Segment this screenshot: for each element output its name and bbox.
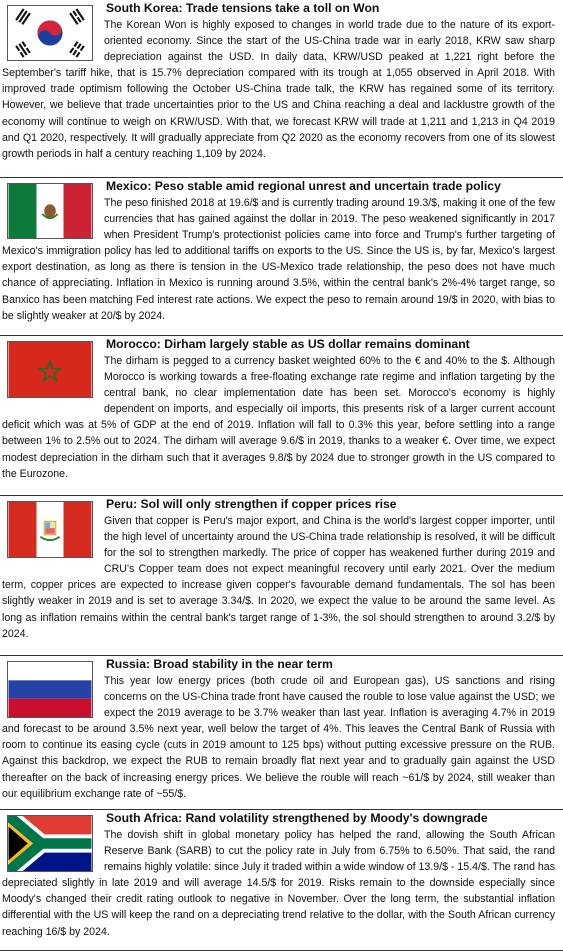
section-title: Mexico: Peso stable amid regional unrest and uncertain trade policy	[106, 179, 501, 193]
section-peru	[0, 496, 563, 656]
section-body: The dirham is pegged to a currency basket weighted 60% to the € and 40% to the $. Although Morocco is working towards a free-floating exchange rate regime and inflation targeting by the central bank, no clear implementation date has been set. Morocco's economy is highly dependent on imports, and especially oil imports, this presents risk of a larger current account deficit which was at 5% of GDP at the end of 2019. Inflation will fall to 0.3% this year, before settling into a range between 1% to 2.5% out to 2024. The dirham will average 9.6/$ in 2019, thanks to a weaker €. Over time, we expect modest depreciation in the dirham such that it averages 9.8/$ by 2024 due to stronger growth in the US compared to the Eurozone.	[2, 355, 555, 480]
section-mexico	[0, 178, 563, 336]
section-south-korea	[0, 0, 563, 178]
section-title: South Korea: Trade tensions take a toll on Won	[106, 1, 380, 15]
section-body: The dovish shift in global monetary policy has helped the rand, allowing the South African Reserve Bank (SARB) to cut the policy rate in July from 6.75% to 6.50%. That said, the rand remains highly volatile: since July it traded within a wide window of 13.9/$ - 15.4/$. The rand has depreciated slightly in late 2019 and will average 14.5/$ for 2019. Risks remain to the downside especially since Moody's changed their credit rating outlook to negative in November. Over the long term, the substantial inflation differential with the US will keep the rand on a depreciating trend relative to the dollar, with the South African currency reaching 16/$ by 2024.	[2, 829, 555, 938]
section-morocco	[0, 336, 563, 496]
section-russia	[0, 656, 563, 810]
section-title: Peru: Sol will only strengthen if copper prices rise	[106, 497, 397, 511]
section-title: Russia: Broad stability in the near term	[106, 657, 333, 671]
section-body: The peso finished 2018 at 19.6/$ and is currently trading around 19.3/$, making it one of the few currencies that has gained against the dollar in 2019. The peso weakened significantly in 2017 when President Trump's protectionist policies came into force and Trump's further targeting of Mexico's immigration policy has led to additional tariffs on exports to the US. Since the US is, by far, Mexico's largest export destination, as long as there is tension in the US-Mexico trade relationship, the peso does not have much chance of appreciating. Inflation in Mexico is running around 3.5%, within the central bank's 2%-4% target range, so Banxico has been matching Fed interest rate actions. We expect the peso to remain around 19/$ in 2020, with bias to be slightly weaker at 20/$ by 2024.	[2, 197, 555, 322]
section-south-africa	[0, 810, 563, 951]
section-title: Morocco: Dirham largely stable as US dollar remains dominant	[106, 337, 470, 351]
section-body: This year low energy prices (both crude oil and European gas), US sanctions and rising concerns on the US-China trade front have caused the rouble to lose value against the USD; we expect the 2019 average to be 3.7% weaker than last year. Inflation is averaging 4.7% in 2019 and forecast to be around 3.5% next year, well below the target of 4%. This leaves the Central Bank of Russia with room to continue its easing cycle (cuts in 2019 amount to 125 bps) without putting excessive pressure on the RUB. Against this backdrop, we expect the RUB to remain broadly flat next year and to gradually gain against the USD thereafter on the back of increasing energy prices. We believe the rouble will reach ~61/$ by 2024, still weaker than our equilibrium exchange rate of ~55/$.	[2, 675, 555, 800]
section-body: Given that copper is Peru's major export, and China is the world's largest copper importer, until the high level of uncertainty around the US-China trade relationship is resolved, it will be difficult for the sol to strengthen markedly. The price of copper has weakened further during 2019 and CRU's Copper team does not expect meaningful recovery until early 2021. Over the medium term, copper prices are expected to increase given copper's favourable demand fundamentals. The sol has been slightly weaker in 2019 and is set to average 3.34/$. In 2020, we expect the value to be around the same level. As long as inflation remains within the central bank's target range of 1-3%, the sol should strengthen to around 3.2/$ by 2024.	[2, 515, 555, 640]
section-title: South Africa: Rand volatility strengthened by Moody's downgrade	[106, 811, 488, 825]
section-body: The Korean Won is highly exposed to changes in world trade due to the nature of its export-oriented economy. Since the start of the US-China trade war in early 2018, KRW saw sharp depreciation against the USD. In daily data, KRW/USD peaked at 1,221 right before the September's tariff hike, that is 15.7% depreciation compared with its trough at 1,055 observed in April 2018. With improved trade optimism following the October US-China trade talk, the KRW has regained some of its territory. However, we believe that trade uncertainties prior to the US and China reaching a deal and lacklustre growth of the economy will continue to weigh on KRW/USD. With that, we forecast KRW will trade at 1,211 and 1,213 in Q4 2019 and Q1 2020, respectively. It will gradually appreciate from Q2 2020 as the economy recovers from one of its slowest growth periods in half a century reaching 1,109 by 2024.	[2, 19, 555, 160]
